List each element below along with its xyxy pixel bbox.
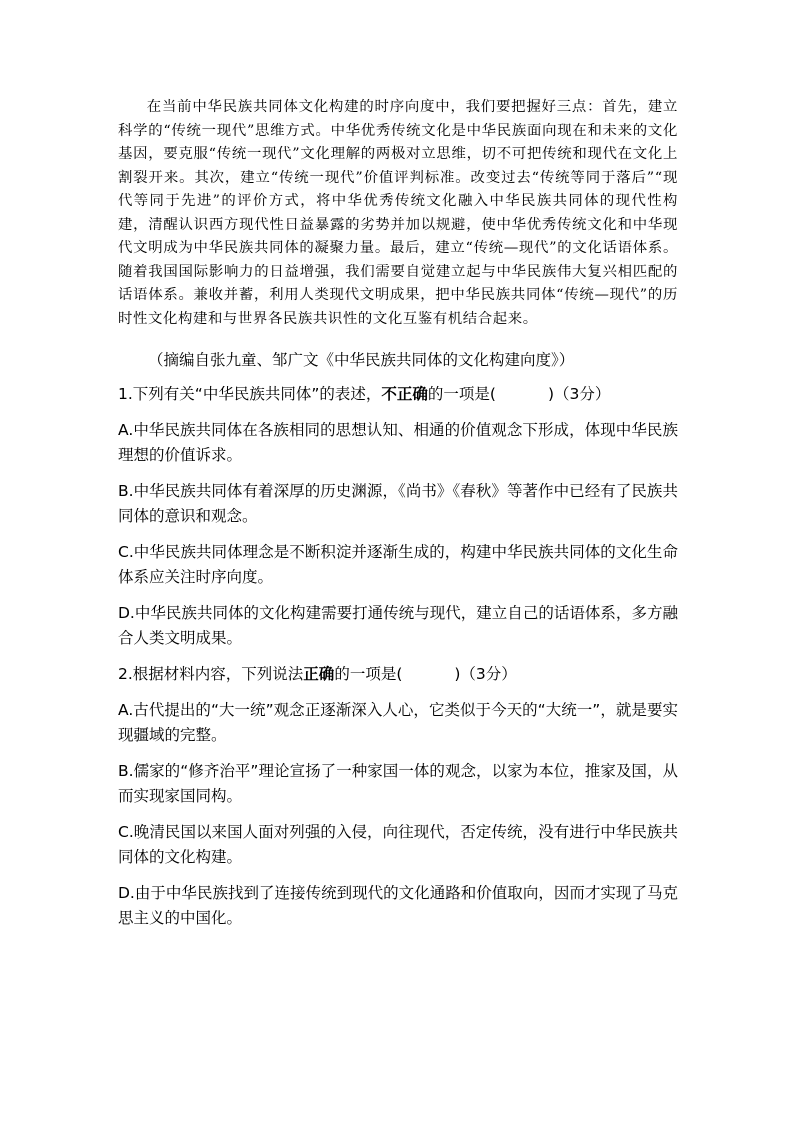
question-1-stem-end: )（3分） bbox=[547, 385, 611, 403]
question-1-emphasis: 不正确 bbox=[381, 385, 428, 403]
question-1-option-b: B.中华民族共同体有着深厚的历史渊源，《尚书》《春秋》等著作中已经有了民族共同体的意识和观念。 bbox=[118, 482, 678, 525]
source-citation: （摘编自张九童、邹广文《中华民族共同体的文化构建向度》） bbox=[148, 351, 575, 369]
question-2-option-a: A.古代提出的“大一统”观念正逐渐深入人心，它类似于今天的“大统一”，就是要实现疆域的完整。 bbox=[118, 701, 678, 744]
question-2-stem bbox=[118, 662, 678, 687]
passage-paragraph: 在当前中华民族共同体文化构建的时序向度中，我们要把握好三点：首先，建立科学的“传统一现代”思维方式。中华优秀传统文化是中华民族面向现在和未来的文化基因，要克服“传统一现代”文化理解的两极对立思维，切不可把传统和现代在文化上割裂开来。其次，建立“传统一现代”价值评判标准。改变过去“传统等同于落后”“现代等同于先进”的评价方式，将中华优秀传统文化融入中华民族共同体的现代性构建，清醒认识西方现代性日益暴露的劣势并加以规避，使中华优秀传统文化和中华现代文明成为中华民族共同体的凝聚力量。最后，建立“传统—现代”的文化话语体系。随着我国国际影响力的日益增强，我们需要自觉建立起与中华民族伟大复兴相匹配的话语体系。兼收并蓄，利用人类现代文明成果，把中华民族共同体“传统—现代”的历时性文化构建和与世界各民族共识性的文化互鉴有机结合起来。 bbox=[118, 99, 678, 327]
question-1-option-d: D.中华民族共同体的文化构建需要打通传统与现代，建立自己的话语体系，多方融合人类文明成果。 bbox=[118, 604, 678, 647]
question-2-stem-end: )（3分） bbox=[454, 665, 517, 683]
question-1-option-a: A.中华民族共同体在各族相同的思想认知、相通的价值观念下形成，体现中华民族理想的价值诉求。 bbox=[118, 421, 678, 464]
question-2-option-b: B.儒家的“修齐治平”理论宣扬了一种家国一体的观念，以家为本位，推家及国，从而实现家国同构。 bbox=[118, 762, 678, 805]
question-2-option-c: C.晚清民国以来国人面对列强的入侵，向往现代，否定传统，没有进行中华民族共同体的文化构建。 bbox=[118, 823, 678, 866]
question-2-stem-suffix: 的一项是( bbox=[334, 665, 403, 683]
question-1-option-c: C.中华民族共同体理念是不断积淀并逐渐生成的，构建中华民族共同体的文化生命体系应关注时序向度。 bbox=[118, 543, 678, 586]
question-1-stem-suffix: 的一项是( bbox=[427, 385, 496, 403]
question-1-stem-prefix: 1.下列有关“中华民族共同体”的表述， bbox=[118, 385, 382, 403]
question-1-stem bbox=[118, 382, 678, 407]
document-page bbox=[118, 96, 678, 931]
question-2-emphasis: 正确 bbox=[303, 665, 335, 683]
question-2-stem-prefix: 2.根据材料内容，下列说法 bbox=[118, 665, 304, 683]
question-2-option-d: D.由于中华民族找到了连接传统到现代的文化通路和价值取向，因而才实现了马克思主义的中国化。 bbox=[118, 884, 678, 927]
